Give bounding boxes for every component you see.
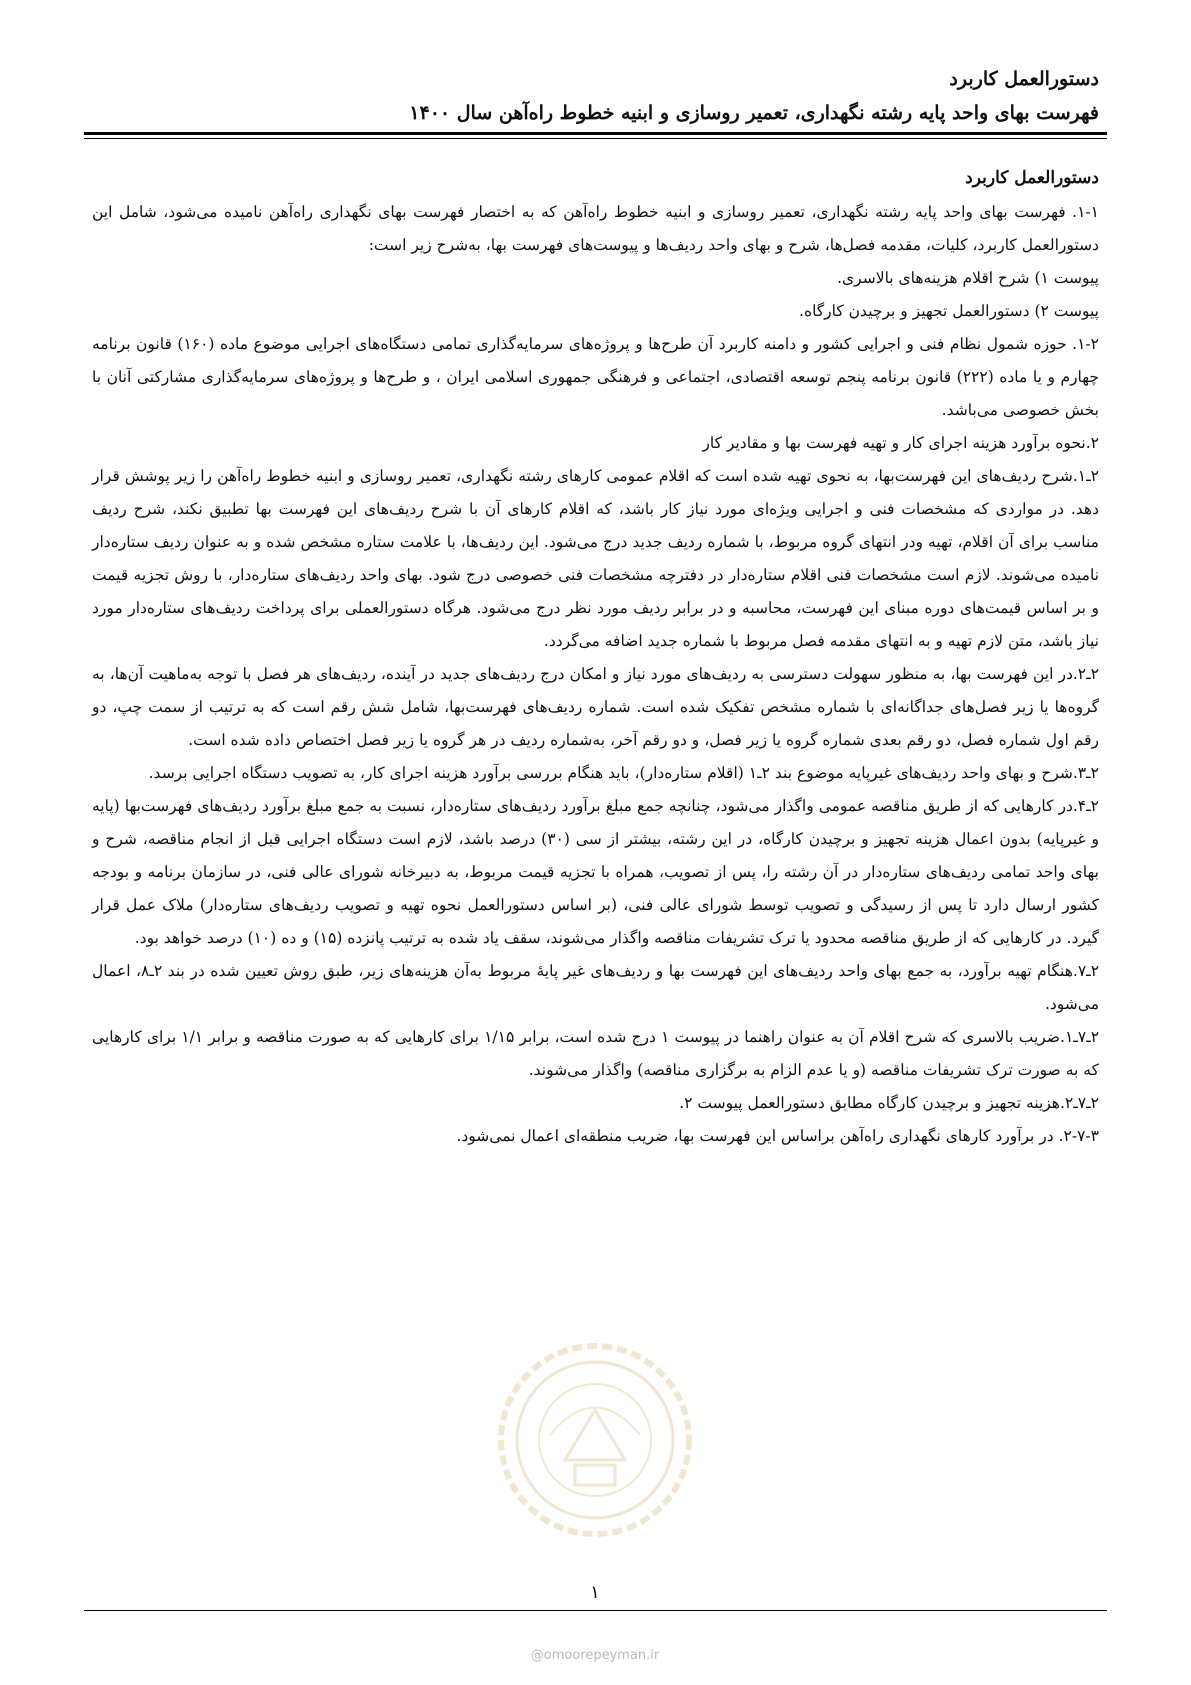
footer-rule xyxy=(84,1610,1107,1611)
paragraph-1-2: ۱-۲. حوزه شمول نظام فنی و اجرایی کشور و دامنه کاربرد آن طرح‌ها و پروژه‌های سرمایه‌گذاری تمامی دستگاه‌های اجرایی موضوع ماده (۱۶۰) قانون برنامه چهارم و یا ماده (۲۲۲) قانون برنامه پنجم توسعه اقتصادی، اجتماعی و فرهنگی جمهوری اسلامی ایران ، و طرح‌ها و پروژه‌های سرمایه‌گذاری مشارکتی آنان با بخش خصوصی می‌باشد. xyxy=(92,335,1099,419)
header-title: دستورالعمل کاربرد xyxy=(949,68,1099,90)
paragraph-2-heading: ۲.نحوه برآورد هزینه اجرای کار و تهیه فهرست بها و مقادیر کار xyxy=(702,434,1099,452)
paragraph-2-2: ۲ـ۲.در این فهرست بها، به منظور سهولت دسترسی به ردیف‌های مورد نیاز و امکان درج ردیف‌های جدید در آینده، ردیف‌های هر فصل با توجه به‌ماهیت آن‌ها، به گروه‌ها یا زیر فصل‌های جداگانه‌ای با شماره مشخص تفکیک شده است. شماره ردیف‌های فهرست‌بها، شامل شش رقم است که به ترتیب از سمت چپ، دو رقم اول شماره فصل، دو رقم بعدی شماره گروه یا زیر فصل، و دو رقم آخر، به‌شماره ردیف در هر گروه یا زیر فصل اختصاص داده شده است. xyxy=(92,665,1099,749)
header-rule-thick xyxy=(84,132,1107,135)
body-content xyxy=(92,160,1099,1153)
site-watermark: @omoorepeyman.ir xyxy=(530,1648,660,1663)
paragraph-2-7-1: ۲ـ۷ـ۱.ضریب بالاسری که شرح اقلام آن به عنوان راهنما در پیوست ۱ درج شده است، برابر ۱/۱۵ برای کارهایی که به صورت مناقصه و برابر ۱/۱ برای کارهایی که به صورت ترک تشریفات مناقصه (و یا عدم الزام به برگزاری مناقصه) واگذار می‌شوند. xyxy=(92,1028,1100,1079)
running-header xyxy=(92,62,1099,130)
paragraph-2-3: ۲ـ۳.شرح و بهای واحد ردیف‌های غیرپایه موضوع بند ۲ـ۱ (اقلام ستاره‌دار)، باید هنگام بررسی برآورد هزینه اجرای کار، به تصویب دستگاه اجرایی برسد. xyxy=(148,764,1099,782)
page-number: ۱ xyxy=(590,1582,600,1603)
seal-watermark-icon xyxy=(495,1340,695,1540)
section-title: دستورالعمل کاربرد xyxy=(965,168,1099,188)
appendix-2-line: پیوست ۲) دستورالعمل تجهیز و برچیدن کارگاه. xyxy=(799,302,1099,320)
paragraph-2-7: ۲ـ۷.هنگام تهیه برآورد، به جمع بهای واحد ردیف‌های این فهرست بها و ردیف‌های غیر پایهٔ مربوط به‌آن هزینه‌های زیر، طبق روش تعیین شده در بند ۲ـ۸، اعمال می‌شود. xyxy=(92,962,1100,1013)
header-rule-thin xyxy=(84,138,1107,139)
header-subtitle: فهرست بهای واحد پایه رشته نگهداری، تعمیر روسازی و ابنیه خطوط راه‌آهن سال ۱۴۰۰ xyxy=(409,102,1099,124)
paragraph-2-7-2: ۲ـ۷ـ۲.هزینه تجهیز و برچیدن کارگاه مطابق دستورالعمل پیوست ۲. xyxy=(679,1094,1099,1112)
paragraph-2-1: ۲ـ۱.شرح ردیف‌های این فهرست‌بها، به نحوی تهیه شده است که اقلام عمومی کارهای رشته نگهداری، تعمیر روسازی و ابنیه خطوط راه‌آهن را زیر پوشش قرار دهد. در مواردی که مشخصات فنی و اجرایی ویژه‌ای مورد نیاز کار باشد، که اقلام کارهای آن با شرح ردیف‌های این فهرست بها تطبیق نکند، شرح ردیف مناسب برای آن اقلام، تهیه ودر انتهای گروه مربوط، با شماره ردیف جدید درج می‌شود. این ردیف‌ها، با علامت ستاره مشخص شده و به عنوان ردیف ستاره‌دار نامیده می‌شوند. لازم است مشخصات فنی اقلام ستاره‌دار در دفترچه مشخصات فنی خصوصی درج شود. بهای واحد ردیف‌های ستاره‌دار، با روش تجزیه قیمت و بر اساس قیمت‌های دوره مبنای این فهرست، محاسبه و در برابر ردیف مورد نظر درج می‌شود. هرگاه دستورالعملی برای پرداخت ردیف‌های ستاره‌دار مورد نیاز باشد، متن لازم تهیه و به انتهای مقدمه فصل مربوط با شماره جدید اضافه می‌گردد. xyxy=(92,467,1099,650)
paragraph-2-7-3: ۲-۷-۳. در برآورد کارهای نگهداری راه‌آهن براساس این فهرست بها، ضریب منطقه‌ای اعمال نمی‌شود. xyxy=(456,1127,1099,1145)
appendix-1-line: پیوست ۱) شرح اقلام هزینه‌های بالاسری. xyxy=(837,269,1099,287)
paragraph-1-1: ۱-۱. فهرست بهای واحد پایه رشته نگهداری، تعمیر روسازی و ابنیه خطوط راه‌آهن که به اختصار فهرست بهای نگهداری راه‌آهن نامیده می‌شود، شامل این دستورالعمل کاربرد، کلیات، مقدمه فصل‌ها، شرح و بهای واحد ردیف‌ها و پیوست‌های فهرست بها، به‌شرح زیر است: xyxy=(92,203,1099,254)
paragraph-2-4: ۲ـ۴.در کارهایی که از طریق مناقصه عمومی واگذار می‌شود، چنانچه جمع مبلغ برآورد ردیف‌های ستاره‌دار، نسبت به جمع مبلغ برآورد ردیف‌های فهرست‌بها (پایه و غیرپایه) بدون اعمال هزینه تجهیز و برچیدن کارگاه، در این رشته، بیشتر از سی (۳۰) درصد باشد، لازم است دستگاه اجرایی قبل از انجام مناقصه، شرح و بهای واحد تمامی ردیف‌های ستاره‌دار در آن رشته را، پس از تصویب، همراه با تجزیه قیمت مربوط، به دبیرخانه شورای عالی فنی، در سازمان برنامه و بودجه کشور ارسال دارد تا پس از رسیدگی و تصویب توسط شورای عالی فنی، (بر اساس دستورالعمل نحوه تهیه و تصویب ردیف‌های ستاره‌دار) ملاک عمل قرار گیرد. در کارهایی که از طریق مناقصه محدود یا ترک تشریفات مناقصه واگذار می‌شوند، سقف یاد شده به ترتیب پانزده (۱۵) و ده (۱۰) درصد خواهد بود. xyxy=(92,797,1099,947)
